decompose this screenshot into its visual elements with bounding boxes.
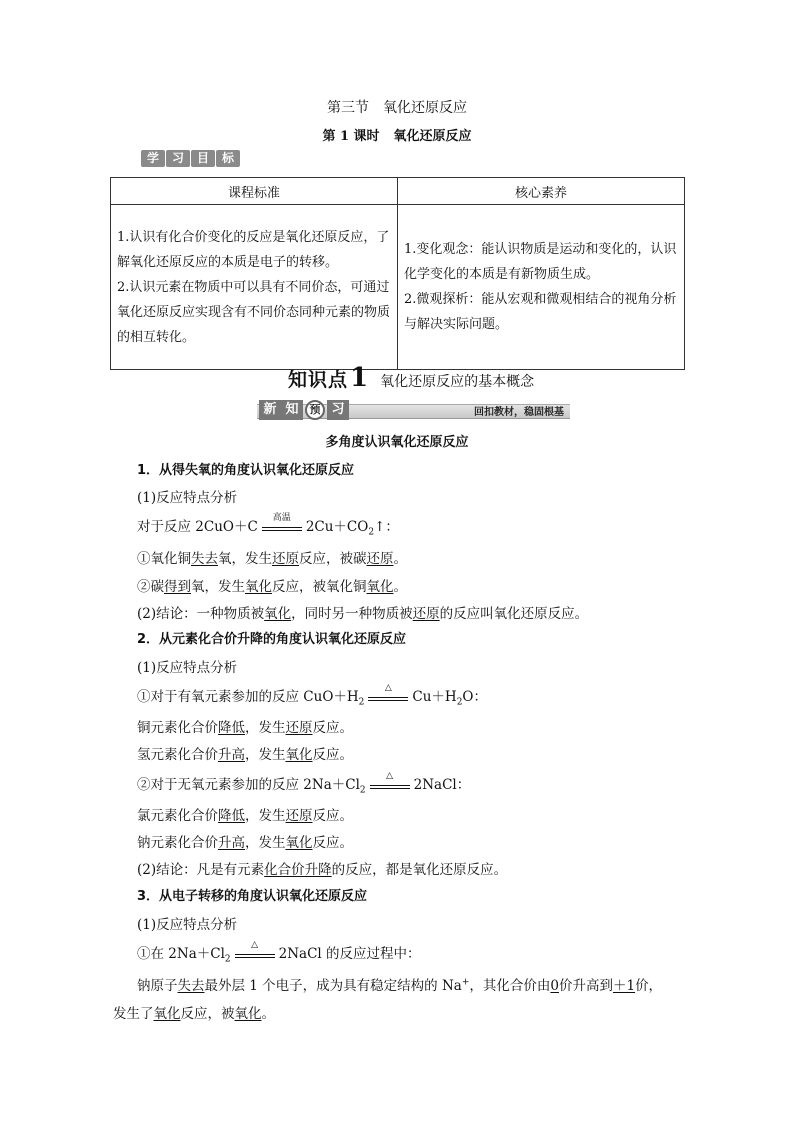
col-header-standards: 课程标准	[111, 178, 398, 205]
lesson-title	[0, 125, 794, 144]
banner-tab: 知	[281, 400, 303, 420]
heading-2: 2．从元素化合价升降的角度认识氧化还原反应	[137, 632, 407, 647]
equation-4: ①在 $2Na+Cl_2$ △ 2NaCl 的反应过程中：	[137, 939, 421, 965]
banner-tab: 新	[259, 400, 281, 420]
standard-item: 1.认识有化合价变化的反应是氧化还原反应，了解氧化还原反应的本质是电子的转移。	[117, 229, 390, 270]
badge-char: 标	[216, 150, 240, 167]
heading-1: 1．从得失氧的角度认识氧化还原反应	[137, 463, 355, 478]
literacy-item: 1.变化观念：能认识物质是运动和变化的，认识化学变化的本质是有新物质生成。	[404, 242, 677, 282]
heading-2-sub: (1)反应特点分析	[137, 660, 238, 676]
section-name: 氧化还原反应	[383, 100, 467, 116]
banner-tab-highlight: 预	[305, 400, 325, 420]
heading-3: 3．从电子转移的角度认识氧化还原反应	[137, 889, 368, 904]
knowledge-point-label: 知识点	[288, 369, 349, 391]
banner-slogan: 回扣教材，稳固根基	[474, 407, 564, 418]
heading-1-sub: (1)反应特点分析	[137, 490, 238, 506]
reaction-arrow: 高温	[262, 520, 302, 536]
literacy-item: 2.微观探析：能从宏观和微观相结合的视角分析与解决实际问题。	[404, 292, 677, 332]
text-line: (2)结论：一种物质被氧化，同时另一种物质被还原的反应叫氧化还原反应。	[137, 606, 589, 622]
equation-1: 对于反应 2CuO＋C 高温 $2Cu+CO_2↑$：	[137, 512, 399, 538]
knowledge-point-heading	[288, 363, 534, 393]
section-title	[0, 97, 794, 117]
badge-char: 习	[166, 150, 190, 167]
text-line: 氢元素化合价升高，发生氧化反应。	[137, 747, 353, 763]
reaction-arrow: △	[235, 947, 275, 963]
badge-char: 目	[191, 150, 215, 167]
text-line: 钠原子失去最外层 1 个电子，成为具有稳定结构的 Na+，其化合价由0价升高到＋1价，	[137, 977, 663, 994]
reaction-arrow: △	[370, 778, 410, 794]
lesson-number: 第 1 课时	[322, 129, 380, 144]
equation-3: ②对于无氧元素参加的反应 $2Na+Cl_2$ △ 2NaCl：	[137, 770, 471, 796]
heading-3-sub: (1)反应特点分析	[137, 917, 238, 933]
col-header-literacy: 核心素养	[398, 178, 685, 205]
content-heading: 多角度认识氧化还原反应	[325, 435, 469, 450]
reaction-arrow: △	[368, 690, 408, 706]
lesson-name: 氧化还原反应	[393, 129, 472, 144]
literacy-cell	[398, 205, 685, 370]
knowledge-point-title: 氧化还原反应的基本概念	[380, 374, 535, 390]
equation-2: ①对于有氧元素参加的反应 $CuO+H_2$ △ $Cu+H_2O$：	[137, 682, 487, 708]
badge-char: 学	[141, 150, 165, 167]
text-line: 发生了氧化反应，被氧化。	[113, 1006, 275, 1022]
preview-banner	[257, 400, 570, 420]
section-number: 第三节	[327, 100, 369, 116]
text-line: 钠元素化合价升高，发生氧化反应。	[137, 835, 353, 851]
standard-item: 2.认识元素在物质中可以具有不同价态，可通过氧化还原反应实现含有不同价态同种元素的物质的相互转化。	[117, 279, 391, 345]
learning-goals-badge	[141, 150, 240, 167]
text-line: 氯元素化合价降低，发生还原反应。	[137, 808, 353, 824]
text-line: ②碳得到氧，发生氧化反应，被氧化铜氧化。	[137, 579, 407, 595]
goals-table	[110, 177, 685, 370]
standards-cell	[111, 205, 398, 370]
banner-tab: 习	[327, 400, 349, 420]
knowledge-point-number: 1	[350, 363, 369, 393]
text-line: (2)结论：凡是有元素化合价升降的反应，都是氧化还原反应。	[137, 862, 508, 878]
text-line: ①氧化铜失去氧，发生还原反应，被碳还原。	[137, 551, 407, 567]
text-line: 铜元素化合价降低，发生还原反应。	[137, 720, 353, 736]
